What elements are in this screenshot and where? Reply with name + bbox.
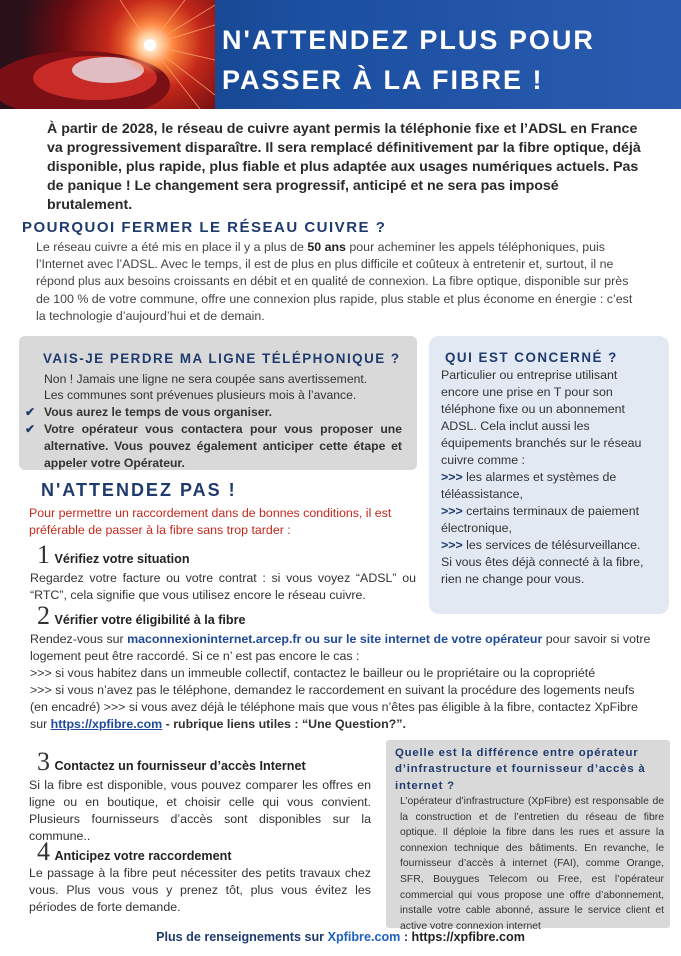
step-3-heading	[37, 749, 306, 775]
arrow-marker: >>>	[441, 470, 463, 484]
footer-brand-link[interactable]: Xpfibre.com	[327, 930, 401, 944]
who-text	[441, 367, 657, 588]
step-label: Vérifier votre éligibilité à la fibre	[54, 613, 246, 627]
check-item-1-label: Vous aurez le temps de vous organiser.	[44, 405, 273, 419]
footer-prefix: Plus de renseignements sur	[156, 930, 328, 944]
difference-title: Quelle est la différence entre opérateur d’infrastructure et fournisseur d’accès à internet ?	[395, 747, 646, 792]
step-number: 2	[37, 601, 50, 630]
wait-text: Pour permettre un raccordement dans de bonnes conditions, il est préférable de passer à la fibre sans trop tarder :	[29, 506, 392, 537]
step-4-heading	[37, 839, 232, 865]
who-item-label: certains terminaux de paiement électronique,	[441, 504, 640, 535]
fiber-cable-illustration	[0, 0, 215, 109]
who-item	[441, 469, 657, 503]
step-number: 3	[37, 747, 50, 776]
step-2-text	[30, 631, 652, 733]
why-text-bold: 50 ans	[307, 240, 346, 254]
checkmark-icon: ✔	[25, 405, 36, 419]
step-4-text: Le passage à la fibre peut nécessiter des petits travaux chez vous. Plus vous vous y prenez tôt, plus vous évitez les périodes de forte demande.	[29, 866, 371, 914]
phone-line-text-2: Les communes sont prévenues plusieurs mois à l’avance.	[44, 388, 357, 403]
why-section-title: POURQUOI FERMER LE RÉSEAU CUIVRE ?	[22, 219, 387, 236]
step-1-text: Regardez votre facture ou votre contrat : si vous voyez “ADSL” ou “RTC”, cela signifie que vous utilisez encore le réseau cuivre.	[30, 571, 416, 602]
step-label: Contactez un fournisseur d’accès Internet	[54, 759, 306, 773]
who-item-label: les alarmes et systèmes de téléassistance,	[441, 470, 617, 501]
why-text-start: Le réseau cuivre a été mis en place il y a plus de	[36, 240, 308, 254]
why-section-text	[36, 239, 636, 325]
who-title: QUI EST CONCERNÉ ?	[445, 350, 618, 365]
footer-url-link[interactable]: https://xpfibre.com	[411, 930, 525, 944]
who-outro: Si vous êtes déjà connecté à la fibre, rien ne change pour vous.	[441, 555, 644, 586]
who-intro: Particulier ou entreprise utilisant encore une prise en T pour son téléphone fixe ou un abonnement ADSL. Cela inclut aussi les équipements branchés sur le réseau cuivre comme :	[441, 368, 642, 467]
xpfibre-link[interactable]: https://xpfibre.com	[50, 717, 163, 731]
step-number: 4	[37, 837, 50, 866]
step-2-line-b-end: - rubrique liens utiles : “Une Question?”.	[162, 717, 406, 731]
step-label: Anticipez votre raccordement	[54, 849, 232, 863]
step-label: Vérifiez votre situation	[54, 552, 190, 566]
phone-line-title: VAIS-JE PERDRE MA LIGNE TÉLÉPHONIQUE ?	[43, 351, 401, 366]
page-title	[222, 20, 662, 100]
phone-line-text-1: Non ! Jamais une ligne ne sera coupée sans avertissement.	[44, 372, 368, 386]
checkmark-icon: ✔	[25, 422, 36, 436]
phone-line-text	[44, 371, 384, 404]
fiber-optic-cable-image	[0, 0, 215, 109]
step-2-line-a: >>> si vous habitez dans un immeuble collectif, contactez le bailleur ou le propriétaire ou la copropriété	[30, 666, 596, 680]
step-2-line-b-text: >>> si vous n’avez pas le téléphone, demandez le raccordement en suivant la procédure des logements neufs (en encadré) >>> si vous avez déjà le téléphone mais que vous n’êtes pas éligible à la fibre, contactez XpFibre sur	[30, 683, 638, 731]
step-2-heading	[37, 603, 246, 629]
step-1-heading	[37, 542, 190, 568]
step-3-text: Si la fibre est disponible, vous pouvez comparer les offres en ligne ou en boutique, et choisir celle qui vous convient. Plusieurs fournisseurs d’accès sont disponibles sur la commune..	[29, 778, 371, 843]
check-item-2-label: Votre opérateur vous contactera pour vous proposer une alternative. Vous pouvez également anticiper cette étape et appeler votre Opérateur.	[44, 422, 402, 470]
step-number: 1	[37, 540, 50, 569]
why-text-end: pour acheminer les appels téléphoniques, puis l’Internet avec l’ADSL. Avec le temps, il est de plus en plus difficile et coûteux à entretenir et, surtout, il ne répond plus aux besoins croissants en débit et en qualité de connexion. La fibre optique, disponible sur près de 100 % de votre commune, offre une connexion plus rapide, plus stable et plus économe en énergie : c’est la technologie d’aujourd’hui et de demain.	[36, 240, 633, 323]
who-item	[441, 537, 657, 554]
intro-paragraph: À partir de 2028, le réseau de cuivre ayant permis la téléphonie fixe et l’ADSL en France va progressivement disparaître. Il sera remplacé définitivement par la fibre optique, déjà disponible, plus rapide, plus fiable et plus adaptée aux usages numériques actuels. Pas de panique ! Le changement sera progressif, anticipé et ne sera pas imposé brutalement.	[47, 121, 641, 213]
wait-title: N'ATTENDEZ PAS !	[41, 480, 237, 500]
arrow-marker: >>>	[441, 504, 463, 518]
who-item-label: les services de télésurveillance.	[462, 538, 641, 552]
who-item	[441, 503, 657, 537]
arrow-marker: >>>	[441, 538, 463, 552]
check-item-1	[25, 404, 405, 421]
step-2-line-b	[30, 682, 652, 733]
eligibility-site[interactable]: maconnexioninternet.arcep.fr ou sur le site internet de votre opérateur	[127, 632, 543, 646]
title-line-2: PASSER À LA FIBRE !	[222, 65, 544, 95]
check-item-2	[25, 421, 405, 473]
step-2-intro	[30, 631, 652, 665]
step-2-intro-end: pour savoir si votre logement peut être raccordé. Si ce n’ est pas encore le cas :	[30, 632, 651, 663]
footer	[0, 930, 681, 944]
footer-sep: :	[400, 930, 412, 944]
step-2-intro-text: Rendez-vous sur	[30, 632, 128, 646]
title-line-1: N'ATTENDEZ PLUS POUR	[222, 25, 595, 55]
difference-text: L’opérateur d’infrastructure (XpFibre) est responsable de la construction et de l’entretien du réseau de fibre optique. Il déploie la fibre dans les rues et assure la connexion technique des bâtiments. En revanche, le fournisseur d’accès à internet (FAI), comme Orange, SFR, Bouygues Telecom ou Free, est l’opérateur commercial qui vous propose une offre d’abonnement, installe votre cable abonné, assure le service client et active votre connexion internet	[400, 796, 664, 932]
